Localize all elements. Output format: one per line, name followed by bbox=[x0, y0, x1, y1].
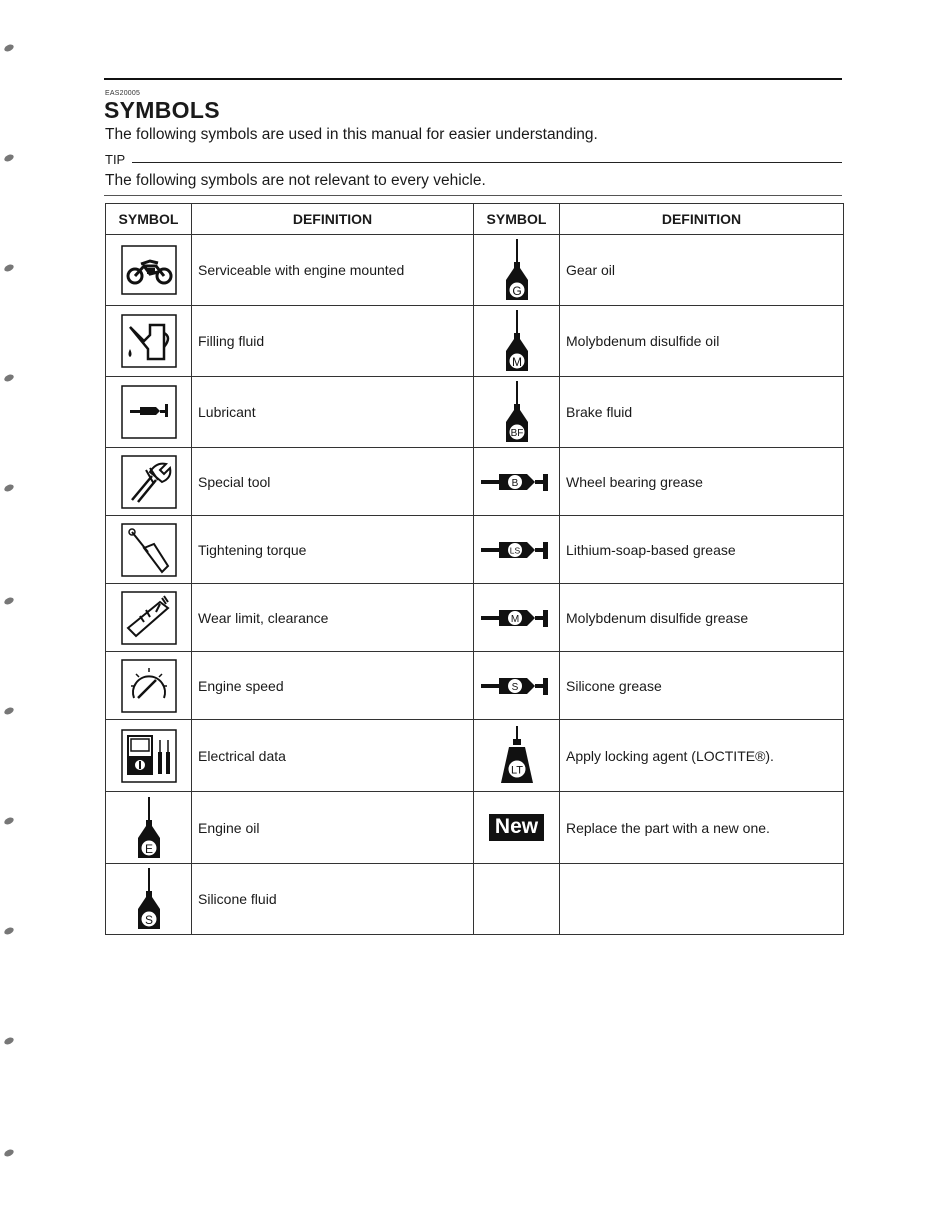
definition-cell: Brake fluid bbox=[560, 377, 844, 448]
symbol-cell bbox=[474, 584, 560, 652]
table-header-row bbox=[106, 204, 844, 235]
binder-mark bbox=[3, 926, 15, 936]
definition-cell: Molybdenum disulfide oil bbox=[560, 306, 844, 377]
definition-cell: Engine speed bbox=[192, 652, 474, 720]
symbol-cell bbox=[106, 792, 192, 864]
table-row bbox=[106, 792, 844, 864]
symbol-cell bbox=[474, 377, 560, 448]
binder-mark bbox=[3, 596, 15, 606]
badge-text: M bbox=[511, 355, 522, 369]
definition-cell: Serviceable with engine mounted bbox=[192, 235, 474, 306]
symbol-cell bbox=[106, 652, 192, 720]
definition-cell bbox=[560, 864, 844, 935]
definition-cell: Lubricant bbox=[192, 377, 474, 448]
oil-bottle-icon bbox=[502, 309, 532, 373]
intro-text: The following symbols are used in this manual for easier understanding. bbox=[105, 126, 598, 143]
grease-gun-icon bbox=[479, 471, 555, 493]
binder-mark bbox=[3, 816, 15, 826]
symbol-cell bbox=[106, 864, 192, 935]
definition-cell: Filling fluid bbox=[192, 306, 474, 377]
symbol-cell bbox=[474, 306, 560, 377]
grease-gun-icon bbox=[479, 539, 555, 561]
tip-text: The following symbols are not relevant to every vehicle. bbox=[105, 172, 486, 189]
symbol-cell bbox=[106, 584, 192, 652]
definition-cell: Wheel bearing grease bbox=[560, 448, 844, 516]
badge-text: E bbox=[144, 841, 153, 856]
symbol-cell bbox=[474, 792, 560, 864]
binder-mark bbox=[3, 43, 15, 53]
column-header: SYMBOL bbox=[474, 204, 560, 235]
table-row bbox=[106, 306, 844, 377]
section-code: EAS20005 bbox=[105, 90, 141, 97]
definition-cell: Engine oil bbox=[192, 792, 474, 864]
badge-text: LT bbox=[510, 764, 523, 776]
oil-can-icon bbox=[120, 313, 178, 369]
binder-mark bbox=[3, 153, 15, 163]
multimeter-icon bbox=[120, 728, 178, 784]
grease-gun-icon bbox=[479, 607, 555, 629]
binder-mark bbox=[3, 373, 15, 383]
definition-cell: Silicone grease bbox=[560, 652, 844, 720]
table-row bbox=[106, 720, 844, 792]
definition-cell: Tightening torque bbox=[192, 516, 474, 584]
column-header: SYMBOL bbox=[106, 204, 192, 235]
binder-mark bbox=[3, 1148, 15, 1158]
badge-text: G bbox=[511, 284, 522, 298]
definition-cell: Gear oil bbox=[560, 235, 844, 306]
table-row bbox=[106, 235, 844, 306]
header-rule bbox=[104, 78, 842, 80]
symbol-cell bbox=[474, 516, 560, 584]
motorcycle-icon bbox=[120, 244, 178, 296]
binder-mark bbox=[3, 263, 15, 273]
definition-cell: Lithium-soap-based grease bbox=[560, 516, 844, 584]
badge-text: BF bbox=[510, 428, 523, 439]
page-title: SYMBOLS bbox=[104, 97, 220, 123]
symbol-cell bbox=[474, 864, 560, 935]
locking-agent-icon bbox=[499, 725, 535, 787]
symbol-cell bbox=[474, 235, 560, 306]
column-header: DEFINITION bbox=[192, 204, 474, 235]
definition-cell: Molybdenum disulfide grease bbox=[560, 584, 844, 652]
symbol-cell bbox=[106, 306, 192, 377]
definition-cell: Wear limit, clearance bbox=[192, 584, 474, 652]
tip-end-rule bbox=[104, 195, 842, 196]
oil-bottle-icon bbox=[502, 380, 532, 444]
symbol-cell bbox=[106, 448, 192, 516]
badge-text: LS bbox=[509, 545, 520, 555]
torque-wrench-icon bbox=[120, 522, 178, 578]
tip-rule bbox=[132, 162, 842, 163]
tachometer-icon bbox=[120, 658, 178, 714]
definition-cell: Apply locking agent (LOCTITE®). bbox=[560, 720, 844, 792]
table-row bbox=[106, 448, 844, 516]
column-header: DEFINITION bbox=[560, 204, 844, 235]
oil-bottle-icon bbox=[502, 238, 532, 302]
symbol-cell bbox=[474, 720, 560, 792]
definition-cell: Electrical data bbox=[192, 720, 474, 792]
symbols-table bbox=[105, 203, 844, 935]
binder-mark bbox=[3, 1036, 15, 1046]
caliper-icon bbox=[120, 590, 178, 646]
oil-bottle-icon bbox=[134, 796, 164, 860]
table-row bbox=[106, 584, 844, 652]
definition-cell: Special tool bbox=[192, 448, 474, 516]
definition-cell: Silicone fluid bbox=[192, 864, 474, 935]
symbol-cell bbox=[106, 377, 192, 448]
badge-text: S bbox=[511, 681, 518, 693]
table-row bbox=[106, 377, 844, 448]
badge-text: M bbox=[510, 613, 519, 625]
tip-label: TIP bbox=[105, 152, 126, 167]
oil-bottle-icon bbox=[134, 867, 164, 931]
new-part-icon: New bbox=[489, 814, 544, 841]
symbol-cell bbox=[106, 720, 192, 792]
definition-cell: Replace the part with a new one. bbox=[560, 792, 844, 864]
binder-mark bbox=[3, 706, 15, 716]
badge-text: B bbox=[511, 477, 518, 489]
symbol-cell bbox=[474, 652, 560, 720]
table-row bbox=[106, 652, 844, 720]
symbol-cell bbox=[474, 448, 560, 516]
grease-gun-icon bbox=[479, 675, 555, 697]
table-row bbox=[106, 864, 844, 935]
symbol-cell bbox=[106, 235, 192, 306]
badge-text: S bbox=[144, 913, 153, 927]
binder-mark bbox=[3, 483, 15, 493]
symbol-cell bbox=[106, 516, 192, 584]
table-row bbox=[106, 516, 844, 584]
grease-gun-icon bbox=[120, 384, 178, 440]
special-tool-icon bbox=[120, 454, 178, 510]
